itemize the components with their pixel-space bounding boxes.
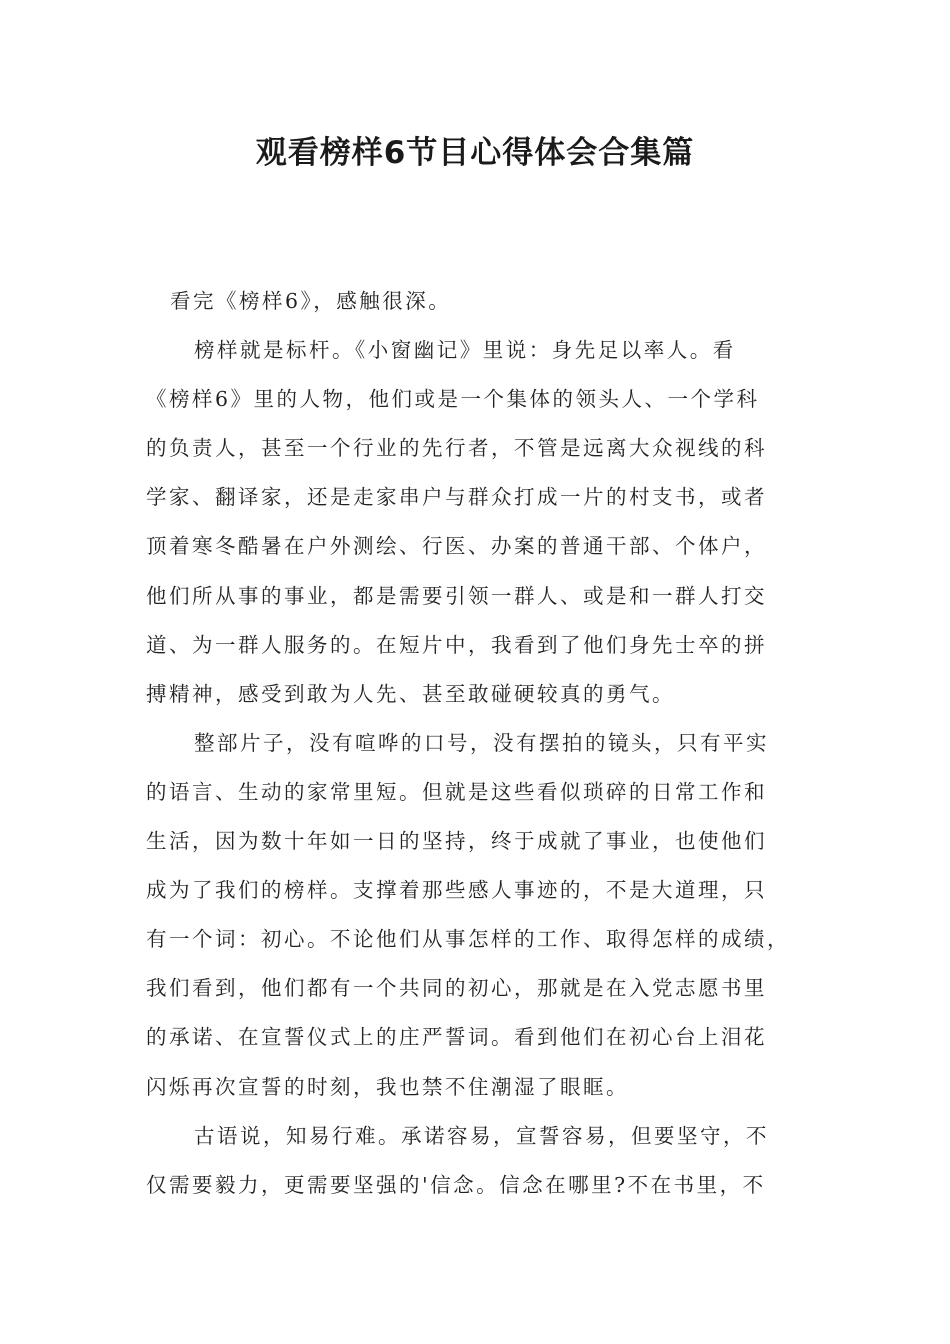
paragraph-line: 整部片子，没有喧哗的口号，没有摆拍的镜头，只有平实 <box>194 730 769 755</box>
paragraph-line: 的语言、生动的家常里短。但就是这些看似琐碎的日常工作和 <box>146 779 767 804</box>
paragraph-line: 古语说，知易行难。承诺容易，宣誓容易，但要坚守，不 <box>194 1123 769 1148</box>
paragraph-line: 搏精神，感受到敢为人先、甚至敢碰硬较真的勇气。 <box>146 681 675 706</box>
paragraph-line: 仅需要毅力，更需要坚强的'信念。信念在哪里?不在书里，不 <box>146 1172 766 1197</box>
paragraph-line: 他们所从事的事业，都是需要引领一群人、或是和一群人打交 <box>146 583 767 608</box>
paragraph-line: 道、为一群人服务的。在短片中，我看到了他们身先士卒的拼 <box>146 632 767 657</box>
paragraph-line: 顶着寒冬酷暑在户外测绘、行医、办案的普通干部、个体户， <box>146 534 767 559</box>
paragraph-line: 榜样就是标杆。《小窗幽记》里说：身先足以率人。看 <box>194 338 736 363</box>
paragraph-line: 有一个词：初心。不论他们从事怎样的工作、取得怎样的成绩， <box>146 927 790 952</box>
paragraph-line: 看完《榜样6》，感触很深。 <box>170 289 452 313</box>
paragraph-line: 生活，因为数十年如一日的坚持，终于成就了事业，也使他们 <box>146 829 767 854</box>
paragraph-line: 我们看到，他们都有一个共同的初心，那就是在入党志愿书里 <box>146 976 767 1001</box>
paragraph-line: 的承诺、在宣誓仪式上的庄严誓词。看到他们在初心台上泪花 <box>146 1025 767 1050</box>
paragraph-line: 学家、翻译家，还是走家串户与群众打成一片的村支书，或者 <box>146 485 767 510</box>
document-body <box>146 277 806 1210</box>
document-title: 观看榜样6节目心得体会合集篇 <box>255 135 695 171</box>
paragraph-line: 《榜样6》里的人物，他们或是一个集体的领头人、一个学科 <box>146 387 760 412</box>
paragraph-line: 的负责人，甚至一个行业的先行者，不管是远离大众视线的科 <box>146 436 767 461</box>
paragraph-line: 成为了我们的榜样。支撑着那些感人事迹的，不是大道理，只 <box>146 878 767 903</box>
paragraph-line: 闪烁再次宣誓的时刻，我也禁不住潮湿了眼眶。 <box>146 1074 629 1099</box>
